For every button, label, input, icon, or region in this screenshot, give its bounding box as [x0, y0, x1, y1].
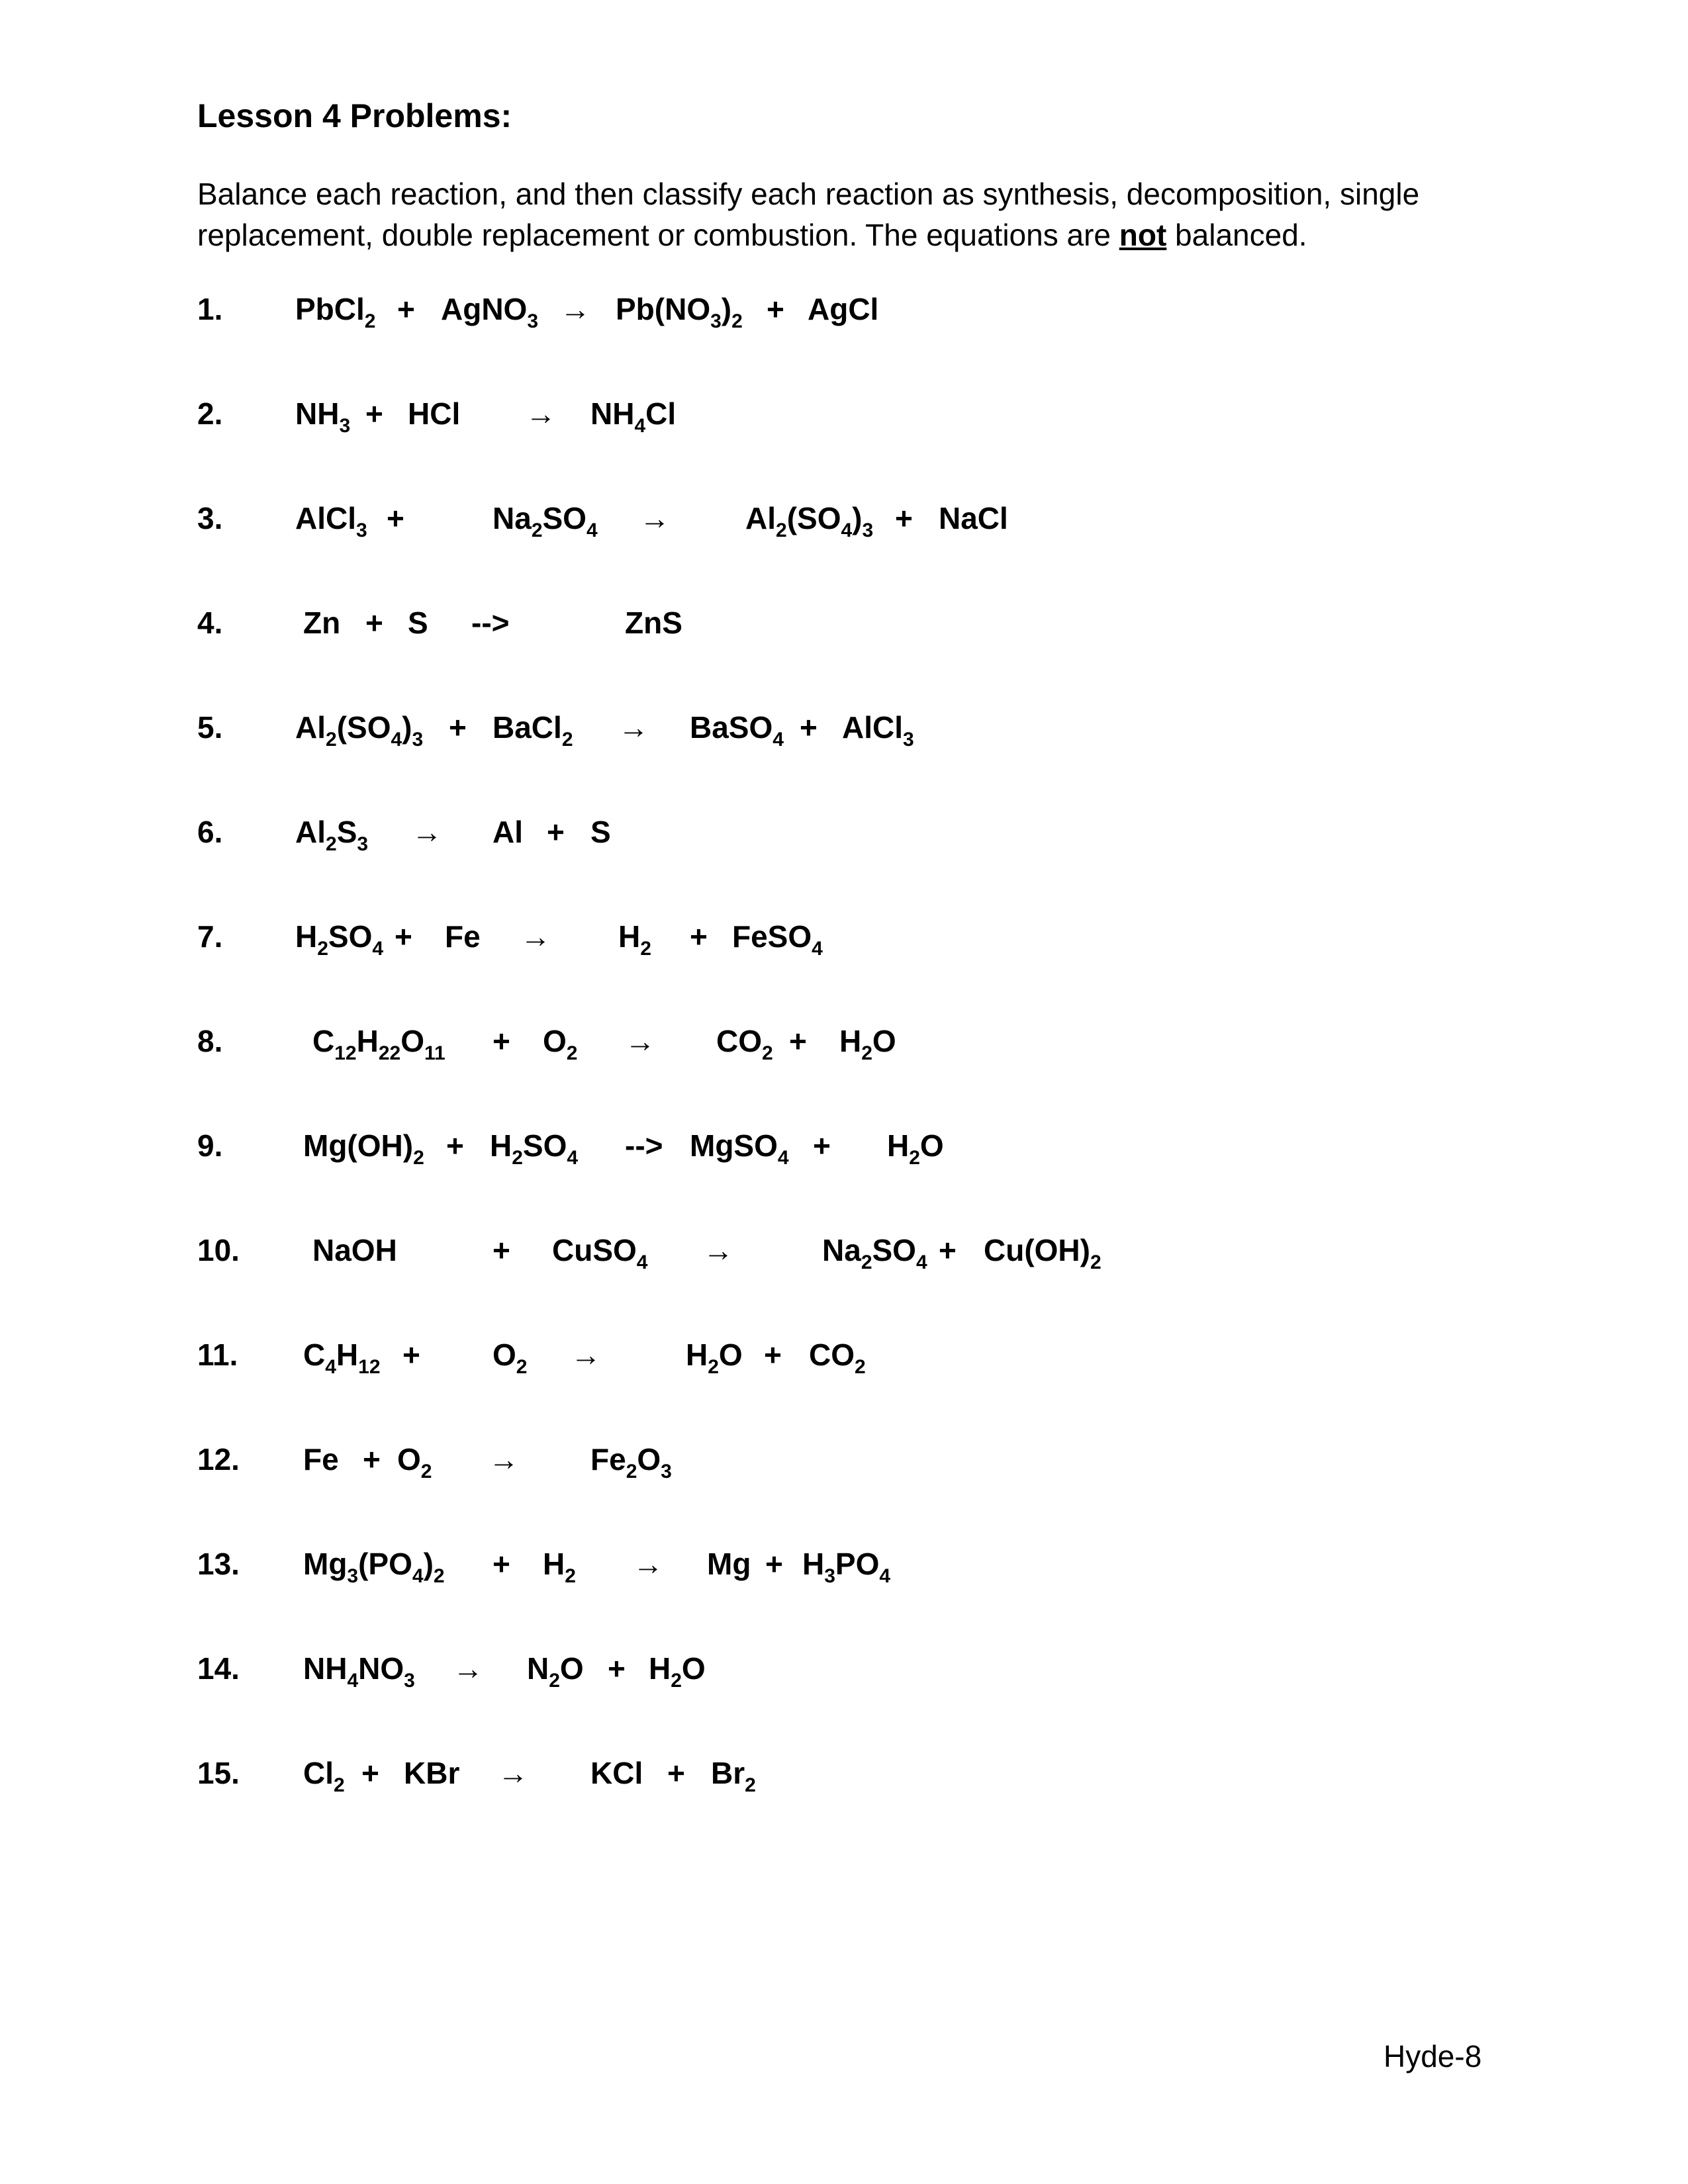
chemical-formula: $Mg(OH)_2$	[303, 1128, 424, 1169]
chemical-formula: $Na_2SO_4$	[492, 501, 598, 541]
problem-8	[197, 1023, 1521, 1069]
chemical-formula: AgNO$_3$	[441, 292, 539, 332]
problem-13	[197, 1546, 1521, 1592]
problem-7	[197, 919, 1521, 965]
problem-6	[197, 814, 1521, 860]
text-arrow: -->	[471, 606, 510, 640]
arrow-icon: →	[453, 1651, 483, 1686]
chemical-formula: $H_2O$	[887, 1128, 944, 1169]
arrow-icon: →	[639, 501, 670, 535]
chemical-formula: $H_2O$	[839, 1024, 896, 1064]
chemical-formula: ZnS	[625, 606, 682, 640]
problem-15	[197, 1755, 1521, 1801]
problem-number: 4.	[197, 606, 223, 640]
chemical-formula: $Al_2(SO_4)_3$	[745, 501, 874, 541]
problem-number: 13.	[197, 1547, 240, 1581]
chemical-formula: BaSO$_4$	[690, 710, 784, 751]
instructions	[197, 173, 1495, 255]
problem-number: 2.	[197, 396, 223, 431]
chemical-formula: $N_2O$	[527, 1651, 584, 1692]
plus-sign: +	[365, 396, 383, 431]
chemical-formula: $Pb(NO_3)_2$	[616, 292, 743, 332]
chemical-formula: $NH_4Cl$	[590, 396, 677, 437]
plus-sign: +	[492, 1233, 510, 1267]
problem-number: 1.	[197, 292, 223, 326]
problem-number: 9.	[197, 1128, 223, 1163]
chemical-formula: AlCl$_3$	[295, 501, 367, 541]
plus-sign: +	[449, 710, 467, 745]
chemical-formula: $C_{12}H_{22}O_{11}$	[312, 1024, 445, 1064]
problem-number: 3.	[197, 501, 223, 535]
plus-sign: +	[765, 1547, 783, 1581]
problem-3	[197, 500, 1521, 547]
chemical-formula: $H_3PO_4$	[802, 1547, 891, 1587]
chemical-formula: AgCl	[808, 292, 879, 326]
problem-number: 12.	[197, 1442, 240, 1477]
chemical-formula: CuSO$_4$	[552, 1233, 648, 1273]
plus-sign: +	[895, 501, 913, 535]
instructions-line-2-end: balanced.	[1166, 218, 1307, 252]
chemical-formula: $Br_2$	[711, 1756, 756, 1796]
chemical-formula: $NH_4NO_3$	[303, 1651, 415, 1692]
plus-sign: +	[361, 1756, 379, 1790]
chemical-formula: PbCl$_2$	[295, 292, 376, 332]
chemical-formula: Al	[492, 815, 523, 849]
problem-number: 7.	[197, 919, 223, 954]
problem-9	[197, 1128, 1521, 1174]
plus-sign: +	[402, 1338, 420, 1372]
plus-sign: +	[767, 292, 784, 326]
arrow-icon: →	[618, 710, 649, 745]
plus-sign: +	[813, 1128, 831, 1163]
plus-sign: +	[939, 1233, 957, 1267]
chemical-formula: $CO_2$	[716, 1024, 773, 1064]
arrow-icon: →	[520, 919, 551, 954]
plus-sign: +	[547, 815, 565, 849]
chemical-formula: $Fe_2O_3$	[590, 1442, 672, 1482]
instructions-emphasis: not	[1119, 218, 1167, 252]
plus-sign: +	[363, 1442, 381, 1477]
chemical-formula: $Na_2SO_4$	[822, 1233, 927, 1273]
chemical-formula: KBr	[404, 1756, 460, 1790]
arrow-icon: →	[571, 1338, 601, 1372]
page-footer: Hyde-8	[1383, 2039, 1482, 2073]
arrow-icon: →	[625, 1024, 655, 1058]
chemical-formula: $O_2$	[492, 1338, 528, 1378]
chemical-formula: KCl	[590, 1756, 643, 1790]
chemical-formula: $CO_2$	[809, 1338, 866, 1378]
chemical-formula: $Cl_2$	[303, 1756, 345, 1796]
chemical-formula: Zn	[303, 606, 341, 640]
chemical-formula: FeSO$_4$	[732, 919, 823, 960]
plus-sign: +	[395, 919, 412, 954]
chemical-formula: $O_2$	[397, 1442, 432, 1482]
problem-4	[197, 605, 1521, 651]
arrow-icon: →	[498, 1756, 528, 1790]
problem-number: 6.	[197, 815, 223, 849]
text-arrow: -->	[625, 1128, 663, 1163]
plus-sign: +	[492, 1547, 510, 1581]
arrow-icon: →	[560, 292, 590, 326]
plus-sign: +	[690, 919, 708, 954]
chemical-formula: $Al_2S_3$	[295, 815, 369, 855]
problem-number: 11.	[197, 1338, 238, 1372]
problem-2	[197, 396, 1521, 442]
chemical-formula: S	[408, 606, 428, 640]
arrow-icon: →	[633, 1547, 663, 1581]
chemical-formula: $H_2SO_4$	[490, 1128, 579, 1169]
chemical-formula: HCl	[408, 396, 461, 431]
problem-10	[197, 1232, 1521, 1279]
plus-sign: +	[446, 1128, 464, 1163]
chemical-formula: NaCl	[939, 501, 1008, 535]
chemical-formula: $H_2SO_4$	[295, 919, 384, 960]
instructions-line-2-start: replacement, double replacement or combustion. The equations are	[197, 218, 1119, 252]
chemical-formula: NaOH	[312, 1233, 397, 1267]
chemical-formula: $Cu(OH)_2$	[984, 1233, 1102, 1273]
plus-sign: +	[667, 1756, 685, 1790]
arrow-icon: →	[703, 1233, 733, 1267]
plus-sign: +	[800, 710, 818, 745]
chemical-formula: $C_4H_{12}$	[303, 1338, 381, 1378]
chemical-formula: S	[590, 815, 611, 849]
chemical-formula: MgSO$_4$	[690, 1128, 789, 1169]
problem-11	[197, 1337, 1521, 1383]
chemical-formula: $H_2O$	[649, 1651, 706, 1692]
instructions-line-2	[197, 214, 1495, 255]
problem-14	[197, 1651, 1521, 1697]
problem-number: 8.	[197, 1024, 223, 1058]
chemical-formula: Mg	[707, 1547, 751, 1581]
plus-sign: +	[397, 292, 415, 326]
chemical-formula: $H_2$	[543, 1547, 576, 1587]
chemical-formula: Fe	[445, 919, 481, 954]
plus-sign: +	[492, 1024, 510, 1058]
problem-number: 14.	[197, 1651, 240, 1686]
page-title: Lesson 4 Problems:	[197, 97, 512, 134]
chemical-formula: AlCl$_3$	[842, 710, 914, 751]
problem-12	[197, 1441, 1521, 1488]
chemical-formula: Fe	[303, 1442, 339, 1477]
arrow-icon: →	[489, 1442, 519, 1477]
problem-1	[197, 291, 1521, 338]
chemical-formula: $H_2O$	[686, 1338, 743, 1378]
arrow-icon: →	[526, 396, 556, 431]
chemical-formula: BaCl$_2$	[492, 710, 573, 751]
plus-sign: +	[387, 501, 404, 535]
chemical-formula: $NH_3$	[295, 396, 351, 437]
chemical-formula: $O_2$	[543, 1024, 578, 1064]
problem-number: 5.	[197, 710, 223, 745]
chemical-formula: $Mg_3(PO_4)_2$	[303, 1547, 445, 1587]
plus-sign: +	[789, 1024, 807, 1058]
problem-5	[197, 709, 1521, 756]
chemical-formula: $H_2$	[618, 919, 651, 960]
plus-sign: +	[365, 606, 383, 640]
arrow-icon: →	[412, 815, 442, 849]
plus-sign: +	[608, 1651, 626, 1686]
chemical-formula: $Al_2(SO_4)_3$	[295, 710, 424, 751]
instructions-line-1: Balance each reaction, and then classify each reaction as synthesis, decomposition, single	[197, 177, 1420, 211]
plus-sign: +	[764, 1338, 782, 1372]
problem-number: 15.	[197, 1756, 240, 1790]
problem-number: 10.	[197, 1233, 240, 1267]
